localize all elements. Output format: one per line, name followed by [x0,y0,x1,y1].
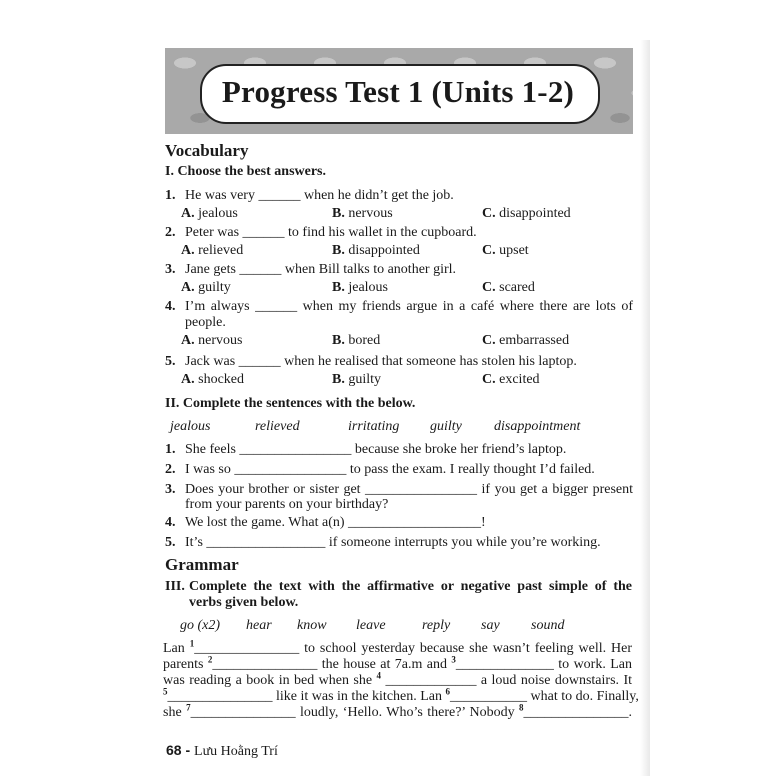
option-letter: A. [181,243,195,258]
word-bank-item: irritating [348,419,400,434]
question-text: He was very ______ when he didn’t get the job. [185,188,454,203]
question-text: Jack was ______ when he realised that someone has stolen his laptop. [185,354,577,369]
passage-line [163,640,632,657]
verb-bank-item: leave [356,618,386,633]
answer-option[interactable] [482,371,540,388]
option-letter: C. [482,243,496,258]
option-text: guilty [348,372,382,387]
option-text: shocked [198,372,245,387]
passage-text: ______________ to work. Lan [455,657,632,672]
gap-number: 3 [451,654,456,665]
verb-bank-item: reply [422,618,451,633]
option-letter: B. [332,206,345,221]
option-text: disappointed [499,206,571,221]
page-spine-shadow [640,40,650,776]
answer-option[interactable] [482,279,535,296]
verb-bank-item: know [297,618,327,633]
option-letter: B. [332,280,345,295]
sentence-text: Does your brother or sister get ________________ if you get a bigger present [185,482,633,497]
answer-option[interactable] [181,371,244,388]
option-text: relieved [198,243,244,258]
option-text: upset [499,243,529,258]
option-letter: A. [181,280,195,295]
option-text: jealous [198,206,238,221]
option-letter: A. [181,206,195,221]
passage-line [163,656,632,673]
section-3-heading-line1: Complete the text with the affirmative or negative past simple of the [189,579,632,594]
sentence-number: 3. [165,482,176,497]
passage-text: parents [163,657,208,672]
passage-line [163,704,632,721]
option-letter: C. [482,372,496,387]
passage-text: _____________ a loud noise downstairs. It [381,673,632,688]
passage-text: _______________ like it was in the kitchen. Lan [167,689,446,704]
grammar-heading: Grammar [165,555,239,574]
question-number: 3. [165,262,176,277]
vocabulary-heading: Vocabulary [165,141,249,160]
gap-number: 1 [189,638,195,649]
sentence-text: We lost the game. What a(n) ___________________! [185,515,486,530]
option-text: guilty [198,280,231,295]
option-text: jealous [348,280,388,295]
answer-option[interactable] [332,242,420,259]
passage-line [163,686,639,705]
option-letter: C. [482,280,496,295]
option-letter: B. [332,372,345,387]
section-1-heading: I. Choose the best answers. [165,164,326,179]
question-number: 5. [165,354,176,369]
answer-option[interactable] [181,279,231,296]
gap-number: 2 [207,654,213,665]
answer-option[interactable] [482,332,569,349]
sentence-text: It’s _________________ if someone interrupts you while you’re working. [185,535,601,550]
sentence-number: 5. [165,535,176,550]
gap-number: 8 [519,702,524,713]
question-number: 1. [165,188,176,203]
option-text: scared [499,280,535,295]
section-2-heading: II. Complete the sentences with the below. [165,396,416,411]
option-text: nervous [348,206,393,221]
sentence-text-cont: from your parents on your birthday? [185,497,389,512]
option-letter: B. [332,333,345,348]
option-letter: A. [181,372,195,387]
option-letter: C. [482,206,496,221]
gap-number: 7 [186,702,191,713]
sentence-number: 2. [165,462,176,477]
question-text: Peter was ______ to find his wallet in the cupboard. [185,225,477,240]
word-bank-item: jealous [170,419,211,434]
verb-bank-item: hear [246,618,272,633]
word-bank-item: relieved [255,419,300,434]
word-bank-item: disappointment [494,419,581,434]
gap-number: 4 [376,670,382,681]
passage-text: _______________ the house at 7a.m and [212,657,452,672]
option-text: nervous [198,333,243,348]
passage-text: _______________. [523,705,632,720]
sentence-text: She feels ________________ because she broke her friend’s laptop. [185,442,567,457]
passage-text: Lan [163,641,190,656]
answer-option[interactable] [181,332,242,349]
question-number: 4. [165,299,176,314]
question-text: Jane gets ______ when Bill talks to another girl. [185,262,457,277]
page-number: 68 [166,742,182,758]
option-text: bored [348,333,381,348]
question-number: 2. [165,225,176,240]
section-3-heading-line2: verbs given below. [189,595,299,610]
answer-option[interactable] [332,205,393,222]
answer-option[interactable] [332,371,381,388]
gap-number: 6 [445,686,451,697]
verb-bank-item: go (x2) [180,618,221,633]
word-bank-item: guilty [430,419,462,434]
passage-line [163,672,632,689]
question-text-cont: people. [185,315,226,330]
question-text: I’m always ______ when my friends argue in a café where there are lots of [185,299,633,314]
sentence-number: 4. [165,515,176,530]
answer-option[interactable] [181,205,238,222]
page-title: Progress Test 1 (Units 1-2) [221,74,575,109]
answer-option[interactable] [482,242,529,259]
passage-text: she [163,705,187,720]
passage-text: _______________ to school yesterday because she wasn’t feeling well. Her [194,641,632,656]
footer-separator: - [181,742,195,758]
option-letter: C. [482,333,496,348]
page-footer [166,742,278,760]
author-name: Lưu Hoằng Trí [194,744,278,759]
answer-option[interactable] [332,279,388,296]
section-3-number: III. [165,579,185,594]
verb-bank-item: sound [531,618,565,633]
gap-number: 5 [163,686,168,697]
option-text: excited [499,372,540,387]
sentence-number: 1. [165,442,176,457]
answer-option[interactable] [181,242,243,259]
passage-text: ___________ what to do. Finally, [450,689,639,704]
verb-bank-item: say [481,618,500,633]
passage-text: _______________ loudly, ‘Hello. Who’s there?’ Nobody [190,705,519,720]
answer-option[interactable] [482,205,571,222]
option-letter: A. [181,333,195,348]
option-letter: B. [332,243,345,258]
option-text: disappointed [348,243,420,258]
option-text: embarrassed [499,333,570,348]
sentence-text: I was so ________________ to pass the exam. I really thought I’d failed. [185,462,595,477]
answer-option[interactable] [332,332,380,349]
passage-text: was reading a book in bed when she [163,673,377,688]
